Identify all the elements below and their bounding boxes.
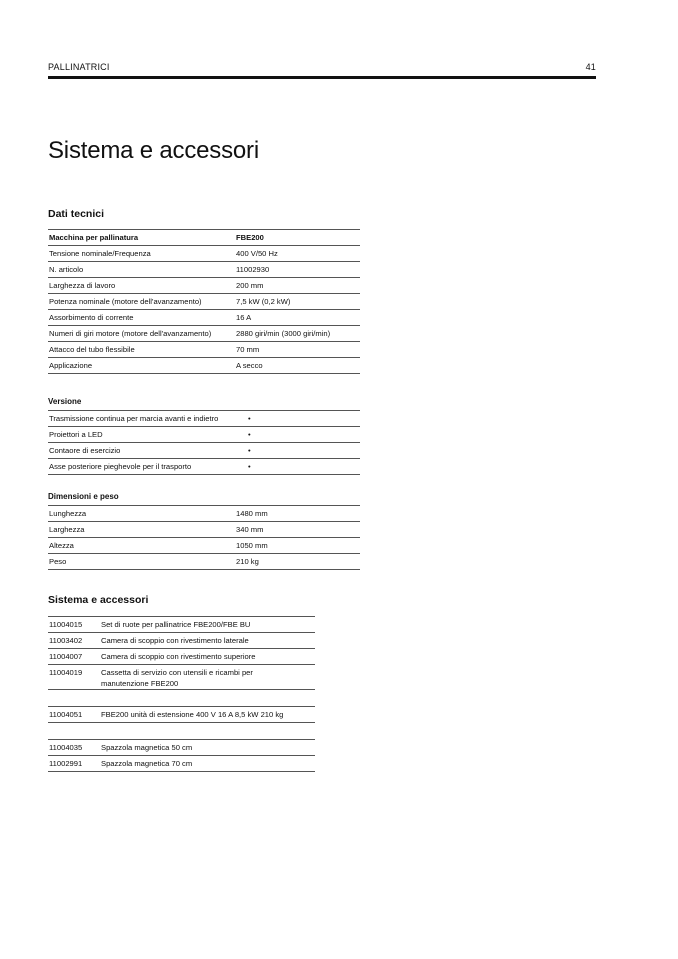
row-value: 210 kg	[236, 557, 259, 566]
row-label: Larghezza	[49, 525, 85, 534]
table-row	[48, 459, 360, 475]
table-row	[48, 246, 360, 262]
bullet-mark: •	[248, 446, 251, 455]
row-label: Lunghezza	[49, 509, 87, 518]
header-divider	[48, 76, 596, 79]
table-row	[48, 707, 315, 723]
table-row	[48, 358, 360, 374]
row-label: Proiettori a LED	[49, 430, 103, 439]
accessories-heading: Sistema e accessori	[48, 594, 149, 606]
table-row	[48, 326, 360, 342]
version-heading: Versione	[48, 397, 82, 406]
page-title: Sistema e accessori	[48, 137, 259, 164]
header-label: Macchina per pallinatura	[49, 233, 139, 242]
article-description: Camera di scoppio con rivestimento laterale	[101, 636, 249, 645]
table-row	[48, 443, 360, 459]
page-number: 41	[585, 62, 596, 72]
row-value: 200 mm	[236, 281, 264, 290]
table-row	[48, 278, 360, 294]
row-label: Peso	[49, 557, 67, 566]
row-label: Altezza	[49, 541, 74, 550]
section-title: PALLINATRICI	[48, 62, 110, 72]
row-label: Contaore di esercizio	[49, 446, 121, 455]
row-label: Potenza nominale (motore dell'avanzamento)	[49, 297, 202, 306]
table-row	[48, 633, 315, 649]
table-row	[48, 427, 360, 443]
dimensions-table	[48, 505, 360, 570]
table-row	[48, 617, 315, 633]
row-label: Attacco del tubo flessibile	[49, 345, 135, 354]
article-code: 11003402	[49, 636, 83, 645]
bullet-mark: •	[248, 414, 251, 423]
article-code: 11002991	[49, 759, 83, 768]
article-description: Spazzola magnetica 70 cm	[101, 759, 193, 768]
article-code: 11004007	[49, 652, 83, 661]
table-row	[48, 554, 360, 570]
bullet-mark: •	[248, 462, 251, 471]
table-row	[48, 740, 315, 756]
row-value: 2880 giri/min (3000 giri/min)	[236, 329, 331, 338]
row-value: A secco	[236, 361, 263, 370]
row-label: Assorbimento di corrente	[49, 313, 134, 322]
row-label: N. articolo	[49, 265, 84, 274]
table-row	[48, 294, 360, 310]
table-row	[48, 756, 315, 772]
tech-data-heading: Dati tecnici	[48, 208, 105, 220]
row-value: 7,5 kW (0,2 kW)	[236, 297, 291, 306]
table-row	[48, 649, 315, 665]
dimensions-heading: Dimensioni e peso	[48, 492, 119, 501]
article-description: Camera di scoppio con rivestimento superiore	[101, 652, 256, 661]
article-code: 11004019	[49, 668, 83, 677]
row-value: 1480 mm	[236, 509, 268, 518]
version-table	[48, 410, 360, 475]
row-label: Tensione nominale/Frequenza	[49, 249, 151, 258]
row-value: 400 V/50 Hz	[236, 249, 278, 258]
article-description: Cassetta di servizio con utensili e ricambi per manutenzione FBE200	[101, 668, 253, 688]
article-description: Set di ruote per pallinatrice FBE200/FBE BU	[101, 620, 251, 629]
row-value: 16 A	[236, 313, 252, 322]
article-code: 11004035	[49, 743, 83, 752]
article-description: FBE200 unità di estensione 400 V 16 A 8,5 kW 210 kg	[101, 710, 284, 719]
row-value: 11002930	[236, 265, 270, 274]
table-row	[48, 342, 360, 358]
row-label: Numeri di giri motore (motore dell'avanzamento)	[49, 329, 212, 338]
table-divider	[48, 723, 315, 740]
table-divider	[48, 690, 315, 707]
table-row	[48, 538, 360, 554]
row-label: Asse posteriore pieghevole per il trasporto	[49, 462, 192, 471]
table-row	[48, 310, 360, 326]
article-description: Spazzola magnetica 50 cm	[101, 743, 193, 752]
row-label: Trasmissione continua per marcia avanti e indietro	[49, 414, 219, 423]
row-label: Larghezza di lavoro	[49, 281, 116, 290]
table-row	[48, 522, 360, 538]
table-row	[48, 411, 360, 427]
row-label: Applicazione	[49, 361, 93, 370]
row-value: 70 mm	[236, 345, 260, 354]
tech-data-table	[48, 229, 360, 374]
row-value: 340 mm	[236, 525, 264, 534]
row-value: 1050 mm	[236, 541, 268, 550]
page-header	[48, 61, 596, 75]
table-header-row	[48, 230, 360, 246]
article-code: 11004015	[49, 620, 83, 629]
accessories-table	[48, 616, 315, 772]
header-value: FBE200	[236, 233, 264, 242]
table-row	[48, 665, 315, 690]
table-row	[48, 506, 360, 522]
table-row	[48, 262, 360, 278]
bullet-mark: •	[248, 430, 251, 439]
article-code: 11004051	[49, 710, 83, 719]
